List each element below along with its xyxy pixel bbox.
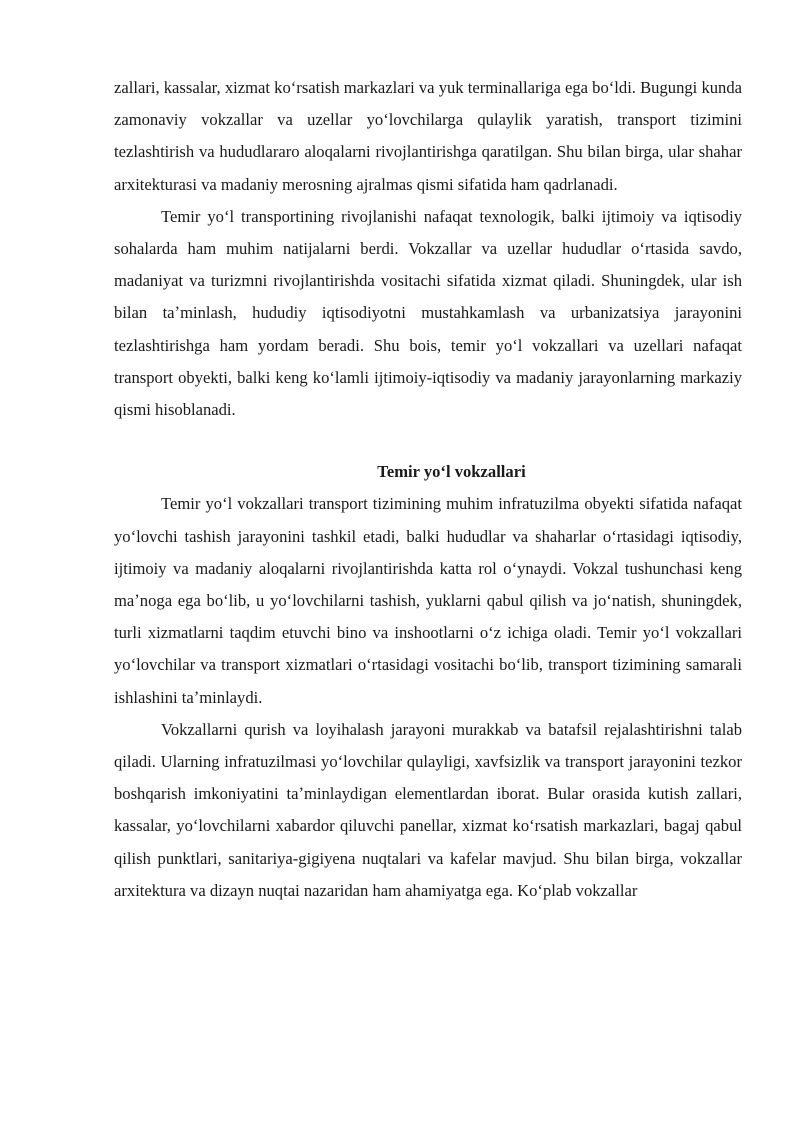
paragraph-continuation: zallari, kassalar, xizmat koʻrsatish markazlari va yuk terminallariga ega boʻldi. Bugungi kunda zamonaviy vokzallar va uzellar yoʻlovchilarga qulaylik yaratish, transport tizimini tezlashtirish va hududlararo aloqalarni rivojlantirishga qaratilgan. Shu bilan birga, ular shahar arxitekturasi va madaniy merosning ajralmas qismi sifatida ham qadrlanadi.	[114, 78, 742, 194]
section-heading: Temir yoʻl vokzallari	[377, 462, 526, 482]
paragraph-railway-stations: Temir yoʻl vokzallari transport tizimining muhim infratuzilma obyekti sifatida nafaqat yoʻlovchi tashish jarayonini tashkil etadi, balki hududlar va shaharlar oʻrtasidagi iqtisodiy, ijtimoiy va madaniy aloqalarni rivojlantirishda katta rol oʻynaydi. Vokzal tushunchasi keng maʼnoga ega boʻlib, u yoʻlovchilarni tashish, yuklarni qabul qilish va joʻnatish, shuningdek, turli xizmatlarni taqdim etuvchi bino va inshootlarni oʻz ichiga oladi. Temir yoʻl vokzallari yoʻlovchilar va transport xizmatlari oʻrtasidagi vositachi boʻlib, transport tizimining samarali ishlashini taʼminlaydi.	[114, 494, 742, 707]
paragraph-station-design: Vokzallarni qurish va loyihalash jarayoni murakkab va batafsil rejalashtirishni talab qiladi. Ularning infratuzilmasi yoʻlovchilar qulayligi, xavfsizlik va transport jarayonini tezkor boshqarish imkoniyatini taʼminlaydigan elementlardan iborat. Bular orasida kutish zallari, kassalar, yoʻlovchilarni xabardor qiluvchi panellar, xizmat koʻrsatish markazlari, bagaj qabul qilish punktlari, sanitariya-gigiyena nuqtalari va kafelar mavjud. Shu bilan birga, vokzallar arxitektura va dizayn nuqtai nazaridan ham ahamiyatga ega. Koʻplab vokzallar	[114, 719, 742, 900]
section-spacer	[114, 426, 742, 456]
paragraph-railway-development: Temir yoʻl transportining rivojlanishi nafaqat texnologik, balki ijtimoiy va iqtisodiy sohalarda ham muhim natijalarni berdi. Vokzallar va uzellar hududlar oʻrtasida savdo, madaniyat va turizmni rivojlantirishda vositachi sifatida xizmat qiladi. Shuningdek, ular ish bilan taʼminlash, hududiy iqtisodiyotni mustahkamlash va urbanizatsiya jarayonini tezlashtirishga ham yordam beradi. Shu bois, temir yoʻl vokzallari va uzellari nafaqat transport obyekti, balki keng koʻlamli ijtimoiy-iqtisodiy va madaniy jarayonlarning markaziy qismi hisoblanadi.	[114, 206, 742, 420]
document-page	[114, 72, 742, 907]
